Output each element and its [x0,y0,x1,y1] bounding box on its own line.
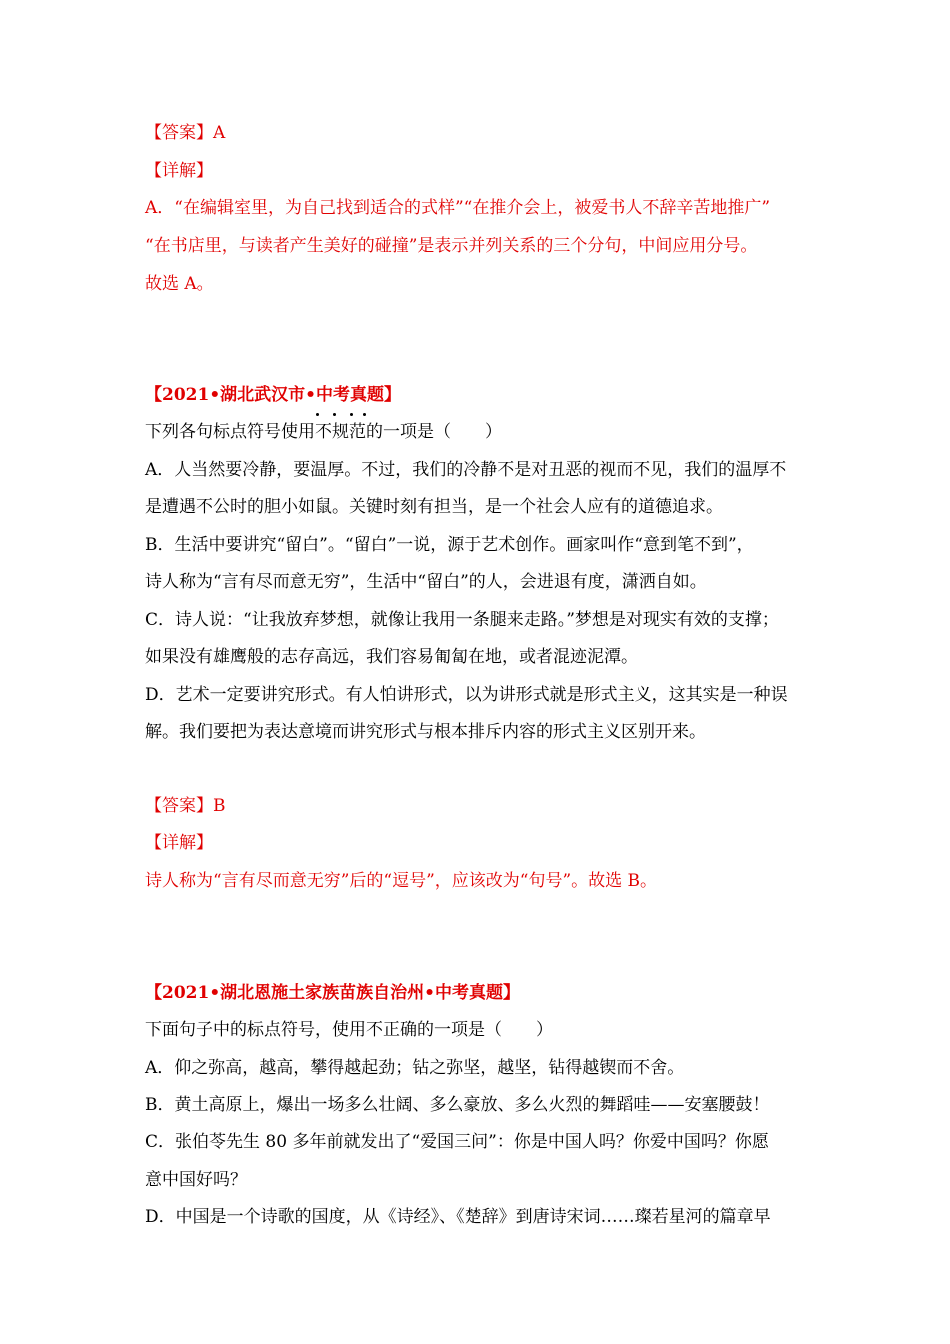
answer-label: 【答案】A [145,123,226,143]
detail-line: “在书店里，与读者产生美好的碰撞”是表示并列关系的三个分句，中间应用分号。 [145,236,758,256]
option-line: 是遭遇不公时的胆小如鼠。关键时刻有担当，是一个社会人应有的道德追求。 [145,497,723,517]
option-line: 诗人称为“言有尽而意无穷”，生活中“留白”的人，会进退有度，潇洒自如。 [145,572,707,592]
option-line: D．艺术一定要讲究形式。有人怕讲形式，以为讲形式就是形式主义，这其实是一种误 [145,685,788,705]
emphasis-dots [316,413,366,419]
question-source: 【2021•湖北恩施土家族苗族自治州•中考真题】 [145,983,521,1003]
detail-label: 【详解】 [145,161,213,181]
option-line: D．中国是一个诗歌的国度，从《诗经》、《楚辞》到唐诗宋词……璨若星河的篇章早 [145,1207,771,1227]
option-line: C．诗人说：“让我放弃梦想，就像让我用一条腿来走路。”梦想是对现实有效的支撑； [145,610,779,630]
detail-line: 诗人称为“言有尽而意无穷”后的“逗号”，应该改为“句号”。故选 B。 [145,871,658,891]
question-source: 【2021•湖北武汉市•中考真题】 [145,385,402,405]
question-stem: 下列各句标点符号使用不规范的一项是（ ） [145,422,502,442]
option-line: B．生活中要讲究“留白”。“留白”一说，源于艺术创作。画家叫作“意到笔不到”， [145,535,754,555]
detail-line: 故选 A。 [145,274,214,294]
option-line: B．黄土高原上，爆出一场多么壮阔、多么豪放、多么火烈的舞蹈哇——安塞腰鼓！ [145,1095,770,1115]
option-line: A．人当然要冷静，要温厚。不过，我们的冷静不是对丑恶的视而不见，我们的温厚不 [145,460,787,480]
option-line: C．张伯苓先生 80 多年前就发出了“爱国三问”：你是中国人吗？你爱中国吗？你愿 [145,1132,769,1152]
answer-label: 【答案】B [145,796,226,816]
detail-line: A．“在编辑室里，为自己找到适合的式样”“在推介会上，被爱书人不辞辛苦地推广” [145,198,771,218]
option-line: 意中国好吗？ [145,1170,247,1190]
option-line: A．仰之弥高，越高，攀得越起劲；钻之弥坚，越坚，钻得越锲而不舍。 [145,1058,685,1078]
option-line: 如果没有雄鹰般的志存高远，我们容易匍匐在地，或者混迹泥潭。 [145,647,638,667]
detail-label: 【详解】 [145,833,213,853]
option-line: 解。我们要把为表达意境而讲究形式与根本排斥内容的形式主义区别开来。 [145,722,706,742]
question-stem: 下面句子中的标点符号，使用不正确的一项是（ ） [145,1020,553,1040]
